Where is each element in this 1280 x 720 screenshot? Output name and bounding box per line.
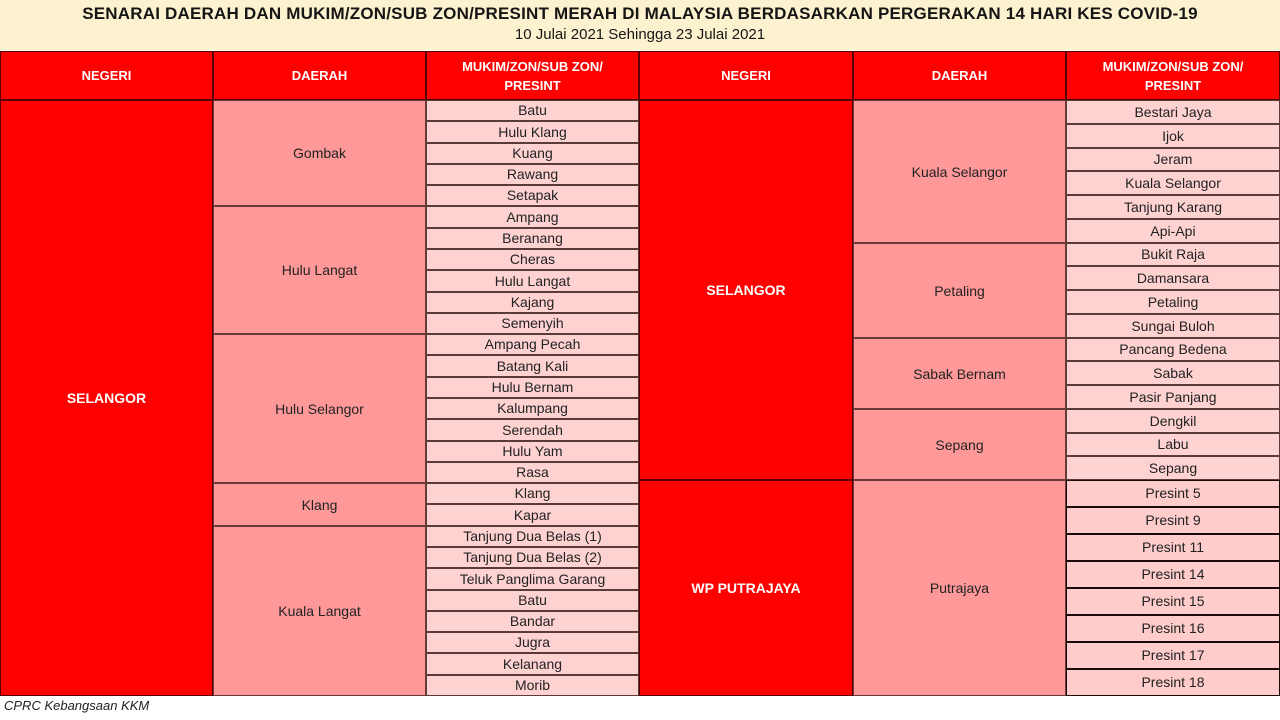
negeri-cell: WP PUTRAJAYA	[639, 480, 853, 696]
header-mukim	[1066, 51, 1280, 100]
mukim-cell: Klang	[426, 483, 639, 504]
daerah-cell: Hulu Langat	[213, 206, 426, 334]
header-mukim-line2: PRESINT	[504, 77, 561, 93]
negeri-cell: SELANGOR	[639, 100, 853, 480]
mukim-cell: Serendah	[426, 419, 639, 441]
mukim-cell: Kapar	[426, 504, 639, 526]
header-daerah: DAERAH	[853, 51, 1066, 100]
mukim-cell: Tanjung Karang	[1066, 195, 1280, 219]
mukim-cell: Pancang Bedena	[1066, 338, 1280, 361]
mukim-cell: Damansara	[1066, 266, 1280, 290]
mukim-cell: Kuala Selangor	[1066, 171, 1280, 195]
mukim-cell: Hulu Langat	[426, 270, 639, 292]
mukim-cell: Dengkil	[1066, 409, 1280, 433]
page-title: SENARAI DAERAH DAN MUKIM/ZON/SUB ZON/PRESINT MERAH DI MALAYSIA BERDASARKAN PERGERAKAN 14 HARI KES COVID-19	[82, 4, 1198, 23]
daerah-cell: Sabak Bernam	[853, 338, 1066, 409]
mukim-cell: Ampang Pecah	[426, 334, 639, 355]
mukim-cell: Semenyih	[426, 313, 639, 334]
mukim-cell: Pasir Panjang	[1066, 385, 1280, 409]
source-footer: CPRC Kebangsaan KKM	[4, 698, 150, 713]
mukim-cell: Presint 9	[1066, 507, 1280, 534]
right-table	[639, 51, 1280, 696]
header-mukim	[426, 51, 639, 100]
mukim-cell: Jugra	[426, 632, 639, 653]
mukim-cell: Sabak	[1066, 361, 1280, 385]
mukim-cell: Morib	[426, 675, 639, 696]
mukim-cell: Presint 18	[1066, 669, 1280, 696]
mukim-cell: Batu	[426, 100, 639, 121]
header-daerah: DAERAH	[213, 51, 426, 100]
mukim-cell: Hulu Bernam	[426, 377, 639, 398]
mukim-cell: Petaling	[1066, 290, 1280, 314]
daerah-cell: Petaling	[853, 243, 1066, 338]
mukim-cell: Ijok	[1066, 124, 1280, 148]
mukim-cell: Presint 14	[1066, 561, 1280, 588]
header-mukim-line2: PRESINT	[1144, 77, 1202, 93]
mukim-cell: Sungai Buloh	[1066, 314, 1280, 338]
daerah-cell: Klang	[213, 483, 426, 526]
mukim-cell: Presint 5	[1066, 480, 1280, 507]
daerah-cell: Hulu Selangor	[213, 334, 426, 483]
negeri-cell: SELANGOR	[0, 100, 213, 696]
mukim-cell: Rawang	[426, 164, 639, 185]
header-negeri: NEGERI	[0, 51, 213, 100]
mukim-cell: Ampang	[426, 206, 639, 228]
daerah-cell: Sepang	[853, 409, 1066, 480]
mukim-cell: Presint 16	[1066, 615, 1280, 642]
mukim-cell: Sepang	[1066, 456, 1280, 480]
header-mukim-line1: MUKIM/ZON/SUB ZON/	[462, 58, 603, 74]
mukim-cell: Presint 15	[1066, 588, 1280, 615]
mukim-cell: Kajang	[426, 292, 639, 313]
mukim-cell: Rasa	[426, 462, 639, 483]
mukim-cell: Bukit Raja	[1066, 243, 1280, 266]
mukim-cell: Hulu Yam	[426, 441, 639, 462]
mukim-cell: Batu	[426, 590, 639, 611]
daerah-cell: Gombak	[213, 100, 426, 206]
mukim-cell: Hulu Klang	[426, 121, 639, 143]
mukim-cell: Labu	[1066, 433, 1280, 456]
header-banner	[0, 0, 1280, 50]
mukim-cell: Teluk Panglima Garang	[426, 568, 639, 590]
date-range: 10 Julai 2021 Sehingga 23 Julai 2021	[514, 26, 766, 43]
daerah-cell: Kuala Selangor	[853, 100, 1066, 243]
daerah-cell: Putrajaya	[853, 480, 1066, 696]
mukim-cell: Api-Api	[1066, 219, 1280, 243]
mukim-cell: Presint 11	[1066, 534, 1280, 561]
mukim-cell: Kalumpang	[426, 398, 639, 419]
mukim-cell: Presint 17	[1066, 642, 1280, 669]
mukim-cell: Kuang	[426, 143, 639, 164]
left-table	[0, 51, 639, 696]
mukim-cell: Tanjung Dua Belas (2)	[426, 547, 639, 568]
mukim-cell: Beranang	[426, 228, 639, 249]
daerah-cell: Kuala Langat	[213, 526, 426, 696]
mukim-cell: Setapak	[426, 185, 639, 206]
mukim-cell: Tanjung Dua Belas (1)	[426, 526, 639, 547]
mukim-cell: Cheras	[426, 249, 639, 270]
mukim-cell: Jeram	[1066, 148, 1280, 171]
mukim-cell: Bandar	[426, 611, 639, 632]
mukim-cell: Kelanang	[426, 653, 639, 675]
header-negeri: NEGERI	[639, 51, 853, 100]
mukim-cell: Batang Kali	[426, 355, 639, 377]
header-mukim-line1: MUKIM/ZON/SUB ZON/	[1102, 58, 1244, 74]
mukim-cell: Bestari Jaya	[1066, 100, 1280, 124]
